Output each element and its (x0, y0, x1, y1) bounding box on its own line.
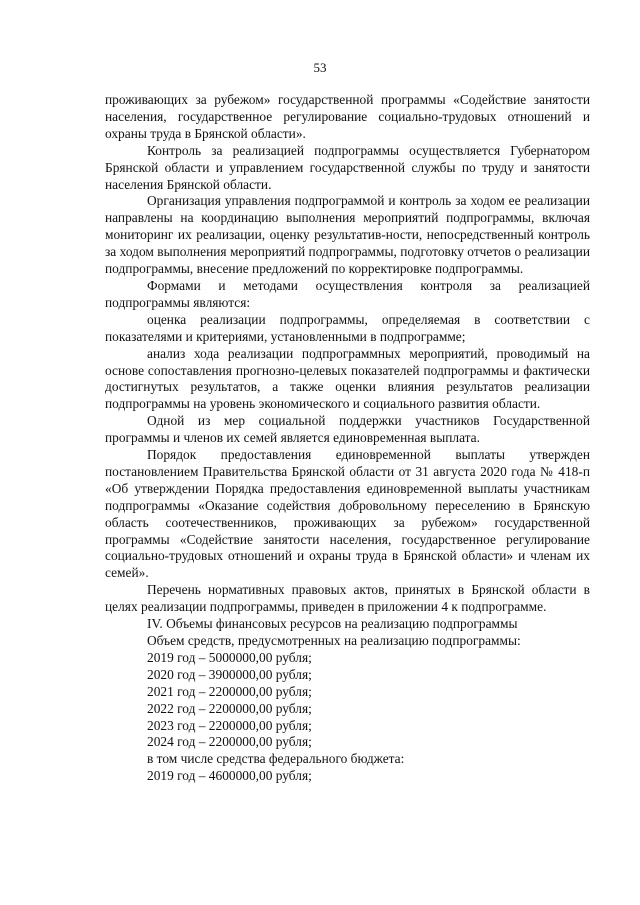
paragraph-7: Одной из мер социальной поддержки участников Государственной программы и членов их семей является единовременная выплата. (105, 413, 590, 446)
page-number: 53 (313, 60, 327, 75)
funding-line: 2020 год – 3900000,00 рубля; (147, 666, 312, 682)
paragraph-9: Перечень нормативных правовых актов, принятых в Брянской области в целях реализации подпрограммы, приведен в приложении 4 к подпрограмме. (105, 582, 590, 615)
paragraph-4: Формами и методами осуществления контроля за реализацией подпрограммы являются: (105, 277, 590, 310)
federal-line: 2019 год – 4600000,00 рубля; (147, 768, 312, 784)
funding-line: 2019 год – 5000000,00 рубля; (147, 649, 312, 665)
funding-line: 2023 год – 2200000,00 рубля; (147, 717, 312, 733)
paragraph-6: анализ хода реализации подпрограммных мероприятий, проводимый на основе сопоставления прогнозно-целевых показателей подпрограммы и фактически достигнутых результатов, а также оценки влияния результатов реализации подпрограммы на уровень экономического и социального развития области. (105, 345, 590, 412)
paragraph-1: проживающих за рубежом» государственной программы «Содействие занятости населения, государственное регулирование социально-трудовых отношений и охраны труда в Брянской области». (105, 92, 590, 141)
federal-intro: в том числе средства федерального бюджета: (147, 751, 405, 767)
funding-line: 2022 год – 2200000,00 рубля; (147, 700, 312, 716)
paragraph-2: Контроль за реализацией подпрограммы осуществляется Губернатором Брянской области и управлением государственной службы по труду и занятости населения Брянской области. (105, 142, 590, 192)
funding-line: 2024 год – 2200000,00 рубля; (147, 734, 312, 750)
paragraph-3: Организация управления подпрограммой и контроль за ходом ее реализации направлены на координацию выполнения мероприятий подпрограммы, включая мониторинг их реализации, оценку результатив-ности, непосредственный контроль за ходом выполнения мероприятий подпрограммы, подготовку отчетов о реализации подпрограммы, внесение предложений по корректировке подпрограммы. (105, 193, 590, 277)
document-body (105, 92, 590, 785)
funding-list (105, 633, 590, 785)
paragraph-5: оценка реализации подпрограммы, определяемая в соответствии с показателями и критериями, установленными в подпрограмме; (105, 311, 590, 344)
paragraph-8: Порядок предоставления единовременной выплаты утвержден постановлением Правительства Брянской области от 31 августа 2020 года № 418-п «Об утверждении Порядка предоставления единовременной выплаты участникам подпрограммы «Оказание содействия добровольному переселению в Брянскую область соотечественников, проживающих за рубежом» государственной программы «Содействие занятости населения, государственное регулирование социально-трудовых отношений и охраны труда в Брянской области» и членам их семей». (105, 447, 590, 581)
section-heading: IV. Объемы финансовых ресурсов на реализацию подпрограммы (147, 616, 518, 632)
funding-intro: Объем средств, предусмотренных на реализацию подпрограммы: (147, 633, 521, 648)
funding-line: 2021 год – 2200000,00 рубля; (147, 683, 312, 699)
